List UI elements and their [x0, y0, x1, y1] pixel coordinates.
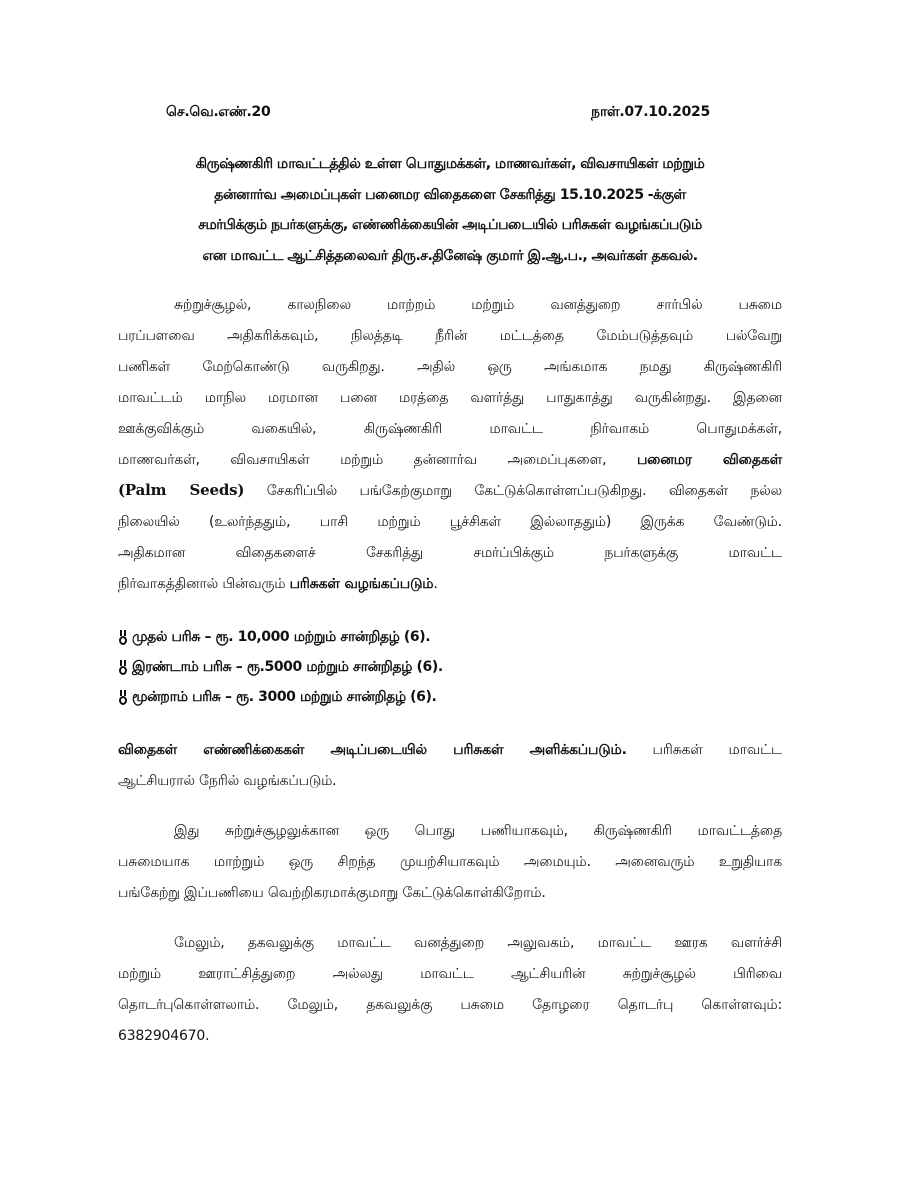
prize-list	[118, 623, 782, 713]
paragraph-line: ஆட்சியரால் நேரில் வழங்கப்படும்.	[118, 772, 337, 789]
paragraph-line	[118, 569, 782, 600]
text-run: மாணவர்கள், விவசாயிகள் மற்றும் தன்னார்வ அமைப்புகளை,	[118, 451, 607, 468]
prize-text: மூன்றாம் பரிசு – ரூ. 3000 மற்றும் சான்றிதழ் (6).	[132, 689, 437, 705]
paragraph-line: இது சுற்றுச்சூழலுக்கான ஒரு பொது பணியாகவும், கிருஷ்ணகிரி மாவட்டத்தை	[174, 823, 782, 839]
medal-icon	[118, 690, 128, 707]
contact-phone: 6382904670.	[118, 1027, 210, 1044]
prize-text: முதல் பரிசு – ரூ. 10,000 மற்றும் சான்றிதழ் (6).	[132, 629, 431, 645]
palm-seeds-english: (Palm Seeds)	[118, 481, 245, 500]
paragraph-line: மேலும், தகவலுக்கு மாவட்ட வனத்துறை அலுவகம், மாவட்ட ஊரக வளர்ச்சி	[174, 935, 782, 951]
text-run: நிர்வாகத்தினால் பின்வரும்	[118, 576, 286, 593]
award-paragraph	[118, 735, 782, 797]
paragraph-line: அதிகமான விதைகளைச் சேகரித்து சமர்ப்பிக்கும் நபர்களுக்கு மாவட்ட	[118, 545, 782, 562]
paragraph-line: பங்கேற்று இப்பணியை வெற்றிகரமாக்குமாறு கேட்டுக்கொள்கிறோம்.	[118, 884, 546, 901]
paragraph-line	[118, 735, 782, 766]
prize-item-third	[118, 683, 782, 713]
paragraph-line: நிலையில் (உலர்ந்ததும், பாசி மற்றும் பூச்சிகள் இல்லாததும்) இருக்க வேண்டும்.	[118, 514, 782, 531]
paragraph-line: பரப்பளவை அதிகரிக்கவும், நிலத்தடி நீரின் மட்டத்தை மேம்படுத்தவும் பல்வேறு	[118, 327, 782, 344]
prize-item-second	[118, 653, 782, 683]
headline-line: சமர்பிக்கும் நபர்களுக்கு, எண்ணிக்கையின் அடிப்படையில் பரிசுகள் வழங்கப்படும்	[198, 217, 702, 233]
prizes-emphasis: பரிசுகள் வழங்கப்படும்	[289, 576, 434, 593]
paragraph-line: தொடர்புகொள்ளலாம். மேலும், தகவலுக்கு பசுமை தோழரை தொடர்பு கொள்ளவும்:	[118, 996, 782, 1013]
reference-number: செ.வெ.எண்.20	[166, 104, 271, 120]
palm-seeds-emphasis: பனைமர விதைகள்	[636, 451, 782, 468]
paragraph-line	[118, 475, 782, 507]
contact-paragraph	[118, 928, 782, 1052]
paragraph-line: பசுமையாக மாற்றும் ஒரு சிறந்த முயற்சியாகவும் அமையும். அனைவரும் உறுதியாக	[118, 853, 782, 870]
intro-paragraph	[118, 290, 782, 600]
appeal-paragraph	[118, 816, 782, 909]
release-date: நாள்.07.10.2025	[591, 104, 710, 120]
paragraph-line: சுற்றுச்சூழல், காலநிலை மாற்றம் மற்றும் வனத்துறை சார்பில் பசுமை	[174, 297, 782, 313]
text-run: .	[433, 576, 438, 593]
prize-item-first	[118, 623, 782, 653]
paragraph-line	[118, 445, 782, 476]
paragraph-line: ஊக்குவிக்கும் வகையில், கிருஷ்ணகிரி மாவட்ட நிர்வாகம் பொதுமக்கள்,	[118, 420, 782, 437]
headline-line: கிருஷ்ணகிரி மாவட்டத்தில் உள்ள பொதுமக்கள், மாணவர்கள், விவசாயிகள் மற்றும்	[195, 156, 705, 172]
text-run: சேகரிப்பில் பங்கேற்குமாறு கேட்டுக்கொள்ளப்படுகிறது. விதைகள் நல்ல	[266, 483, 782, 500]
paragraph-line: மாவட்டம் மாநில மரமான பனை மரத்தை வளர்த்து பாதுகாத்து வருகின்றது. இதனை	[118, 389, 782, 406]
prize-text: இரண்டாம் பரிசு – ரூ.5000 மற்றும் சான்றிதழ் (6).	[132, 659, 443, 675]
medal-icon	[118, 660, 128, 677]
headline-line: என மாவட்ட ஆட்சித்தலைவர் திரு.ச.தினேஷ் குமார் இ.ஆ.ப., அவர்கள் தகவல்.	[202, 247, 698, 264]
medal-icon	[118, 630, 128, 647]
paragraph-line: மற்றும் ஊராட்சித்துறை அல்லது மாவட்ட ஆட்சியரின் சுற்றுச்சூழல் பிரிவை	[118, 965, 782, 982]
award-emphasis: விதைகள் எண்ணிக்கைகள் அடிப்படையில் பரிசுகள் அளிக்கப்படும்.	[118, 742, 627, 758]
headline	[120, 149, 780, 271]
headline-line: தன்னார்வ அமைப்புகள் பனைமர விதைகளை சேகரித்து 15.10.2025 -க்குள்	[214, 186, 686, 203]
text-run: பரிசுகள் மாவட்ட	[652, 742, 782, 758]
paragraph-line: பணிகள் மேற்கொண்டு வருகிறது. அதில் ஒரு அங்கமாக நமது கிருஷ்ணகிரி	[118, 358, 782, 375]
